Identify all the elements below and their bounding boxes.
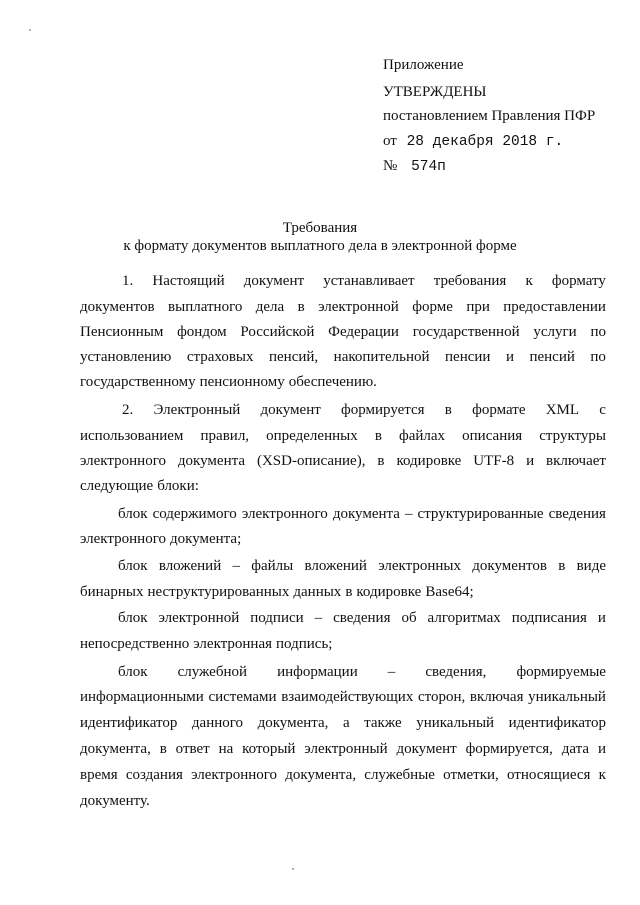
word: алгоритмах — [427, 610, 501, 626]
word: ответ — [175, 741, 210, 757]
body-line — [80, 373, 606, 391]
word: правил, — [200, 428, 250, 444]
number-prefix: № — [383, 158, 398, 174]
word: – — [404, 506, 413, 522]
word: документа, — [285, 767, 357, 783]
word: дела — [255, 299, 285, 315]
word: системами — [208, 689, 277, 705]
word: документ — [396, 741, 457, 757]
word: сведения, — [425, 664, 487, 680]
document-subtitle: к формату документов выплатного дела в электронной форме — [123, 238, 517, 254]
word: подписи — [250, 610, 304, 626]
word: документа, — [257, 715, 329, 731]
word: документ — [243, 273, 305, 289]
word: электронного — [241, 506, 328, 522]
word: обеспечению. — [288, 374, 377, 390]
resolution-label: постановлением Правления ПФР — [383, 108, 596, 124]
scan-speck — [292, 868, 294, 870]
word: который — [242, 741, 296, 757]
word: блок — [118, 558, 148, 574]
word: об — [401, 610, 417, 626]
word: служебной — [177, 664, 248, 680]
body-line — [80, 740, 606, 758]
body-line — [80, 635, 606, 653]
word: электронной — [318, 299, 399, 315]
word: в — [297, 299, 305, 315]
word: документа — [177, 453, 246, 469]
word: формату — [551, 273, 606, 289]
word: идентификатор — [80, 715, 178, 731]
word: Электронный — [153, 402, 241, 418]
appendix-label: Приложение — [383, 57, 464, 73]
date-prefix: от — [383, 133, 397, 149]
word: Российской — [240, 324, 315, 340]
word: кодировке — [396, 453, 462, 469]
body-line — [80, 348, 606, 366]
word: пенсий — [529, 349, 575, 365]
word: также — [364, 715, 402, 731]
word: в — [444, 402, 452, 418]
word: сведения — [333, 610, 391, 626]
word: подписания — [511, 610, 587, 626]
word: документу. — [80, 793, 150, 809]
body-line — [80, 477, 606, 495]
word: а — [342, 715, 350, 731]
word: данных — [293, 584, 342, 600]
number-value: 574п — [411, 159, 446, 175]
word: пенсии — [445, 349, 491, 365]
word: по — [590, 324, 606, 340]
body-line — [122, 401, 606, 419]
word: формируется — [341, 402, 425, 418]
word: следующие — [80, 478, 154, 494]
word: формируемые — [516, 664, 606, 680]
word: виде — [576, 558, 606, 574]
word: документа, — [80, 741, 151, 757]
word: Настоящий — [152, 273, 225, 289]
word: блок — [118, 506, 148, 522]
word: документов — [472, 558, 547, 574]
word: подпись; — [276, 636, 333, 652]
body-line — [118, 557, 606, 575]
word: блок — [118, 610, 148, 626]
word: предоставлении — [503, 299, 606, 315]
word: выплатного — [168, 299, 243, 315]
word: к — [525, 273, 533, 289]
word: государственной — [412, 324, 520, 340]
word: блоки: — [157, 478, 199, 494]
word: документов — [80, 299, 155, 315]
word: дата — [561, 741, 590, 757]
word: пенсионному — [199, 374, 285, 390]
word: государственному — [80, 374, 196, 390]
word: Федерации — [328, 324, 399, 340]
word: включает — [546, 453, 606, 469]
body-line — [80, 530, 606, 548]
body-line — [80, 452, 606, 470]
body-line — [80, 714, 606, 732]
word: Пенсионным — [80, 324, 164, 340]
date-line — [383, 132, 563, 151]
word: Base64; — [425, 584, 474, 600]
word: неструктурированных — [147, 584, 290, 600]
word: и — [597, 610, 606, 626]
word: устанавливает — [323, 273, 415, 289]
date-value: 28 декабря 2018 г. — [406, 134, 564, 150]
word: XML — [545, 402, 580, 418]
word: непосредственно — [80, 636, 190, 652]
body-line — [80, 427, 606, 445]
word: определенных — [266, 428, 358, 444]
word: структурированные — [417, 506, 544, 522]
word: и — [505, 349, 514, 365]
word: к — [598, 767, 606, 783]
word: в — [558, 558, 566, 574]
word: 1. — [122, 273, 134, 289]
word: блок — [118, 664, 148, 680]
body-line — [122, 272, 606, 290]
word: электронного — [80, 453, 166, 469]
word: электронного — [80, 531, 166, 547]
word: использованием — [80, 428, 184, 444]
word: – — [314, 610, 323, 626]
word: UTF-8 — [473, 453, 515, 469]
word: файлы — [251, 558, 294, 574]
word: по — [590, 349, 606, 365]
body-line — [80, 323, 606, 341]
word: время — [80, 767, 118, 783]
word: отметки, — [443, 767, 499, 783]
word: электронных — [378, 558, 461, 574]
word: при — [466, 299, 490, 315]
body-line — [80, 583, 606, 601]
word: создания — [125, 767, 183, 783]
word: содержимого — [152, 506, 237, 522]
word: пенсий, — [269, 349, 319, 365]
body-line — [118, 505, 606, 523]
word: файлах — [399, 428, 446, 444]
word: кодировке — [356, 584, 422, 600]
body-line — [80, 298, 606, 316]
word: вложений — [304, 558, 367, 574]
body-line — [80, 792, 606, 810]
word: (XSD-описание), — [256, 453, 366, 469]
word: электронной — [158, 610, 240, 626]
body-line — [80, 688, 606, 706]
word: уникальный — [416, 715, 495, 731]
word: в — [159, 741, 167, 757]
word: структуры — [539, 428, 606, 444]
body-line — [80, 766, 606, 784]
word: электронного — [191, 767, 278, 783]
word: с — [599, 402, 606, 418]
word: и — [597, 741, 606, 757]
word: служебные — [364, 767, 435, 783]
word: установлению — [80, 349, 172, 365]
word: – — [387, 664, 396, 680]
word: в — [374, 428, 382, 444]
scan-speck — [29, 29, 31, 31]
word: услуги — [533, 324, 577, 340]
word: формате — [472, 402, 526, 418]
word: фондом — [177, 324, 227, 340]
word: уникальный — [528, 689, 606, 705]
word: взаимодействующих — [281, 689, 414, 705]
word: бинарных — [80, 584, 144, 600]
word: на — [218, 741, 234, 757]
word: вложений — [158, 558, 222, 574]
word: идентификатор — [508, 715, 606, 731]
word: сведения — [548, 506, 606, 522]
body-line — [118, 663, 606, 681]
word: документа — [332, 506, 400, 522]
word: документ — [260, 402, 321, 418]
approved-label: УТВЕРЖДЕНЫ — [383, 84, 487, 100]
word: данного — [191, 715, 244, 731]
word: и — [526, 453, 535, 469]
word: сторон, — [417, 689, 466, 705]
word: документа; — [169, 531, 242, 547]
word: требования — [433, 273, 507, 289]
word: в — [377, 453, 385, 469]
word: – — [232, 558, 240, 574]
word: электронный — [304, 741, 388, 757]
word: относящиеся — [506, 767, 591, 783]
number-line — [383, 157, 446, 176]
word: страховых — [186, 349, 254, 365]
document-title: Требования — [282, 220, 358, 236]
word: формируется, — [465, 741, 553, 757]
word: описания — [462, 428, 523, 444]
word: накопительной — [333, 349, 430, 365]
word: электронная — [193, 636, 273, 652]
body-line — [118, 609, 606, 627]
word: форме — [412, 299, 453, 315]
word: в — [345, 584, 353, 600]
word: информационными — [80, 689, 204, 705]
word: включая — [469, 689, 524, 705]
word: 2. — [122, 402, 134, 418]
word: информации — [277, 664, 358, 680]
